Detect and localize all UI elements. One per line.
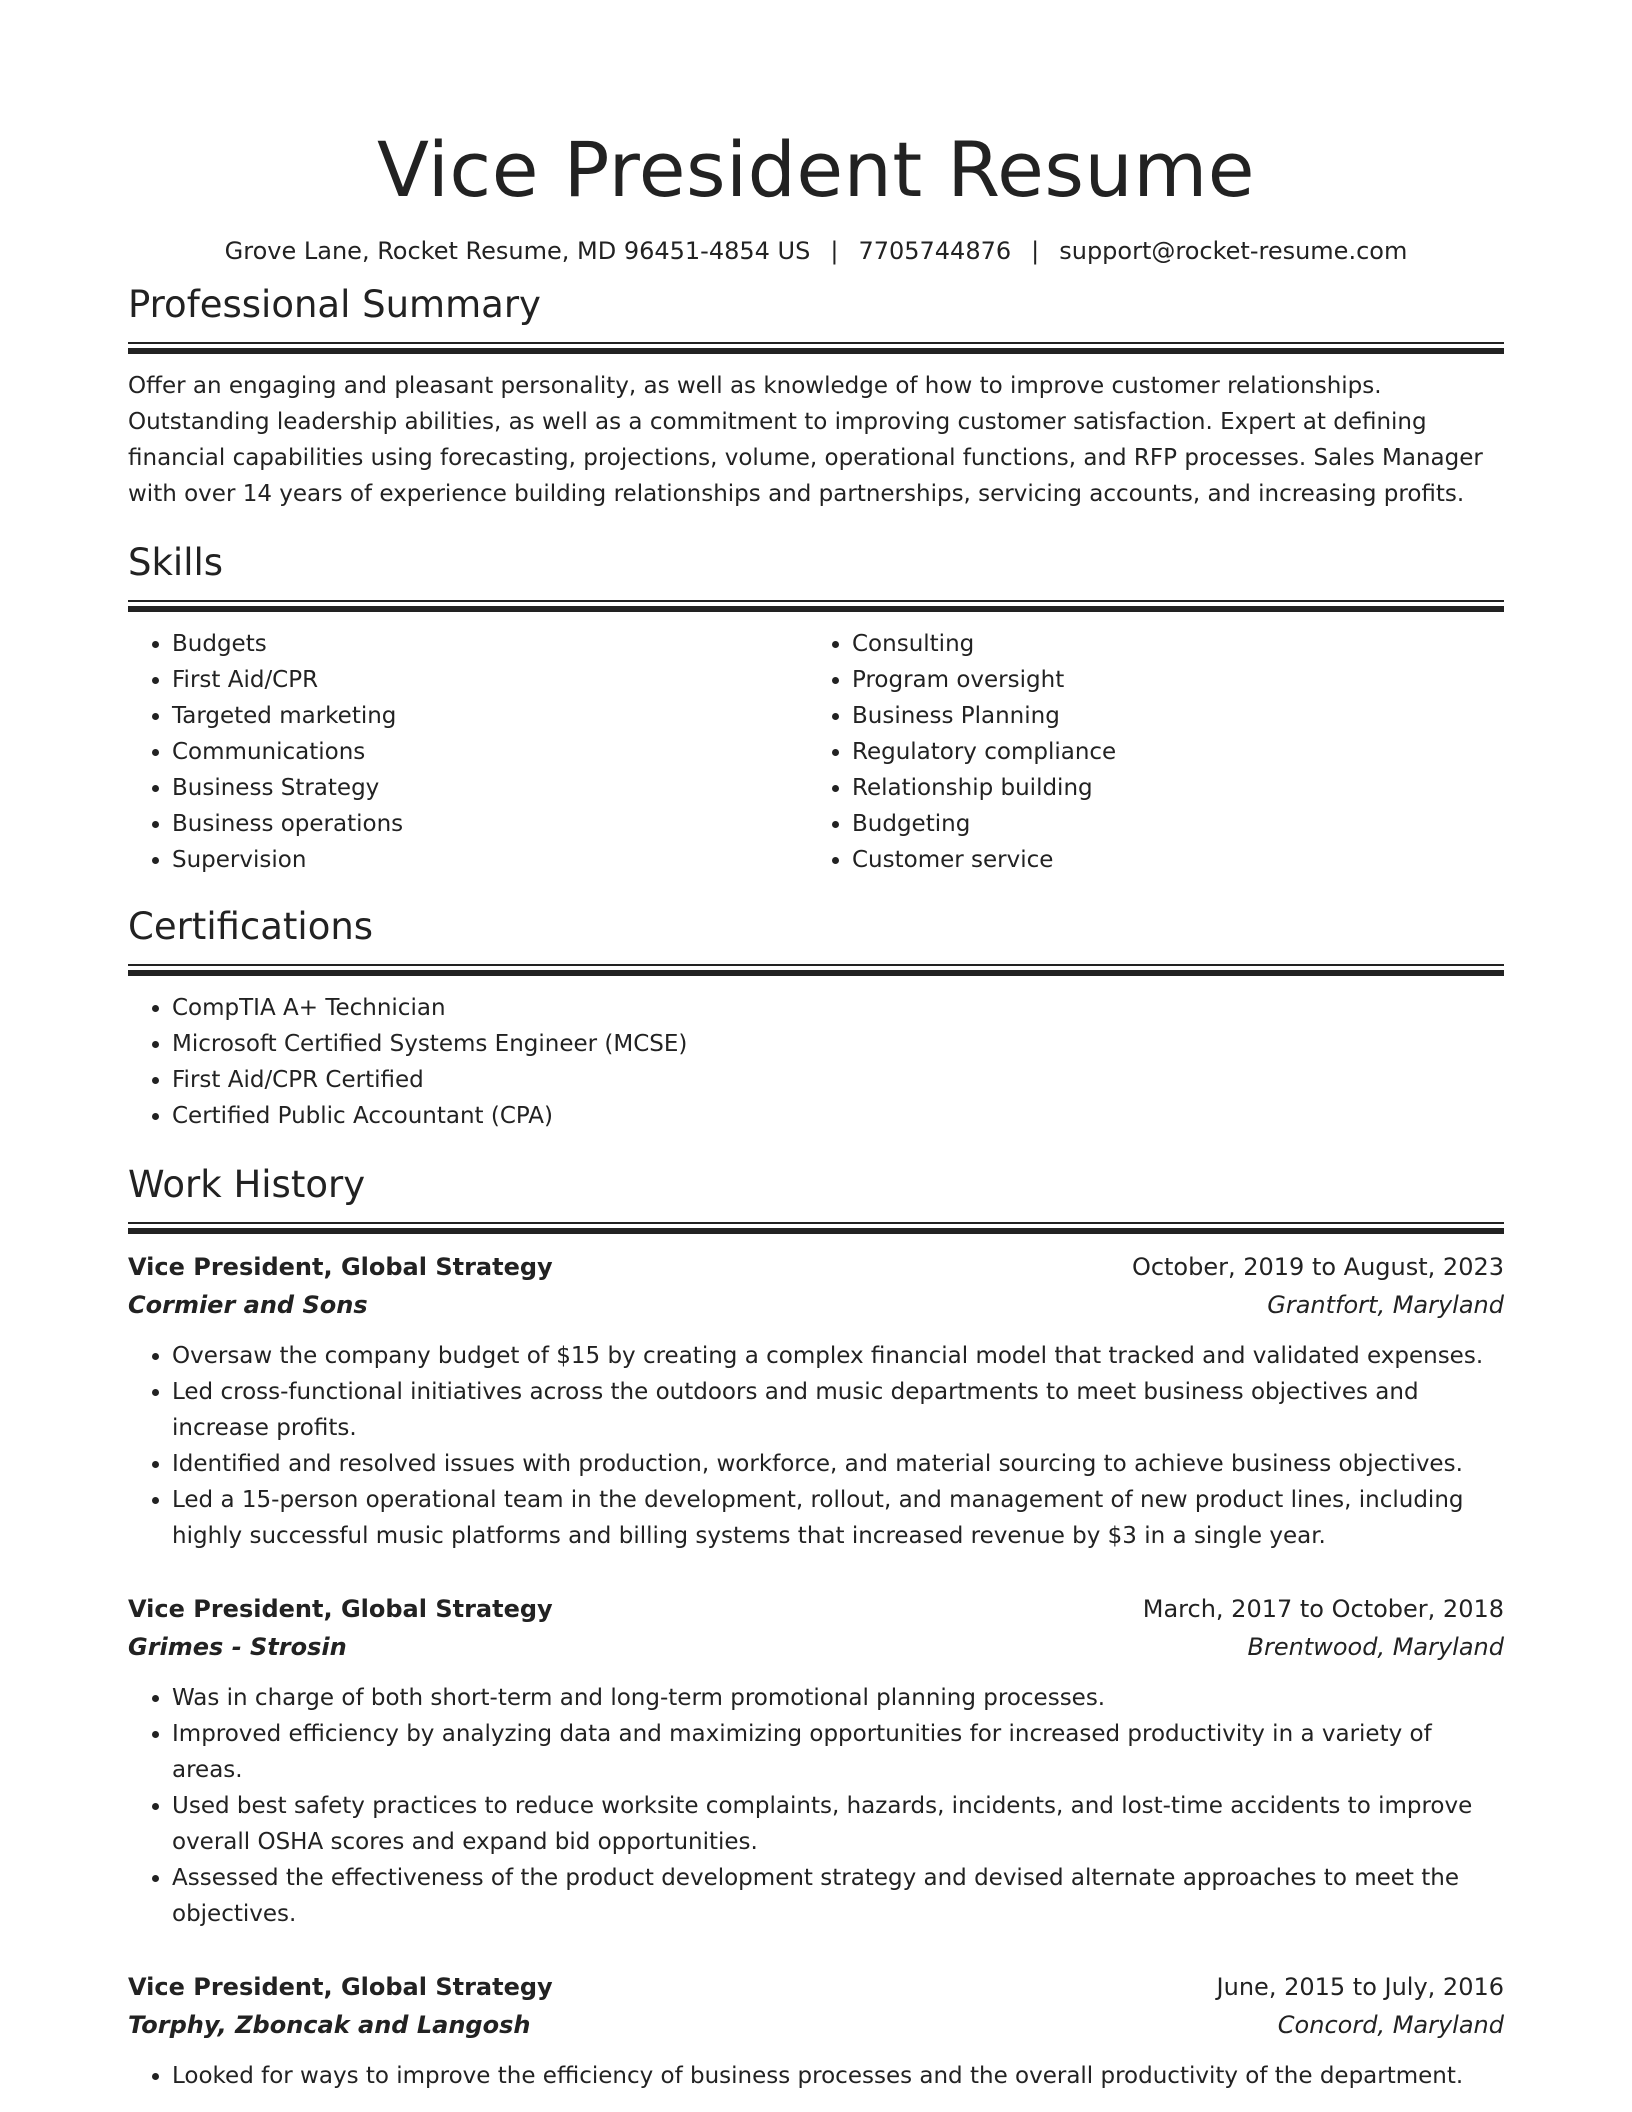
job-title: Vice President, Global Strategy [128,1253,553,1281]
job-bullet: • Assessed the effectiveness of the product development strategy and devised alternate approaches to meet the objectives. [172,1860,1504,1932]
job-company-row [128,2006,1504,2044]
contact-email: support@rocket-resume.com [1059,237,1408,265]
contact-separator: | [1031,237,1040,265]
skill-item: • Business Strategy [172,770,806,806]
job-dates: March, 2017 to October, 2018 [1142,1595,1504,1623]
certification-item: • CompTIA A+ Technician [172,990,1504,1026]
contact-line [128,234,1504,268]
skill-item: • Budgeting [852,806,1486,842]
job-bullets [128,2058,1504,2094]
certifications-section [128,904,1504,1134]
skill-item: • Business operations [172,806,806,842]
certification-item: • Certified Public Accountant (CPA) [172,1098,1504,1134]
job-bullet: • Identified and resolved issues with production, workforce, and material sourcing to achieve business objectives. [172,1446,1504,1482]
resume-title: Vice President Resume [376,125,1255,214]
summary-text: Offer an engaging and pleasant personality, as well as knowledge of how to improve customer relationships. Outstanding leadership abilities, as well as a commitment to improving customer satisfaction. Expert at defining financial capabilities using forecasting, projections, volume, operational functions, and RFP processes. Sales Manager with over 14 years of experience building relationships and partnerships, servicing accounts, and increasing profits. [128,373,1483,507]
section-divider [128,1222,1504,1234]
contact-address: Grove Lane, Rocket Resume, MD 96451-4854 US [224,237,811,265]
skill-item: • First Aid/CPR [172,662,806,698]
skill-item: • Customer service [852,842,1486,878]
job-bullets [128,1338,1504,1554]
job-company: Torphy, Zboncak and Langosh [128,2011,531,2039]
skills-list-right [806,626,1486,878]
job-header-row [128,1590,1504,1628]
job-bullet: • Was in charge of both short-term and long-term promotional planning processes. [172,1680,1504,1716]
certification-item: • First Aid/CPR Certified [172,1062,1504,1098]
skills-section [128,540,1504,878]
job-bullet: • Led a 15-person operational team in the development, rollout, and management of new product lines, including highly successful music platforms and billing systems that increased revenue by $3 in a single year. [172,1482,1504,1554]
skill-item: • Communications [172,734,806,770]
job-bullet: • Improved efficiency by analyzing data and maximizing opportunities for increased productivity in a variety of areas. [172,1716,1504,1788]
job-company: Grimes - Strosin [128,1633,347,1661]
skill-item: • Regulatory compliance [852,734,1486,770]
work-history-section [128,1162,1504,2094]
skills-grid [128,626,1504,878]
skill-item: • Budgets [172,626,806,662]
skill-item: • Supervision [172,842,806,878]
job-bullet: • Looked for ways to improve the efficiency of business processes and the overall productivity of the department. [172,2058,1504,2094]
contact-separator: | [830,237,839,265]
job-company-row [128,1628,1504,1666]
certification-item: • Microsoft Certified Systems Engineer (MCSE) [172,1026,1504,1062]
section-divider [128,964,1504,976]
resume-page [128,0,1504,2094]
job-header-row [128,1968,1504,2006]
section-heading-summary: Professional Summary [128,283,541,326]
skill-item: • Program oversight [852,662,1486,698]
skills-list-left [128,626,806,878]
job-location: Brentwood, Maryland [1247,1633,1504,1661]
job-entry [128,1590,1504,1932]
job-location: Grantfort, Maryland [1267,1291,1504,1319]
job-entry [128,1248,1504,1554]
job-bullet: • Led cross-functional initiatives across the outdoors and music departments to meet business objectives and increase profits. [172,1374,1504,1446]
job-header-row [128,1248,1504,1286]
job-dates: June, 2015 to July, 2016 [1216,1973,1504,2001]
job-title: Vice President, Global Strategy [128,1973,553,2001]
section-divider [128,600,1504,612]
skill-item: • Targeted marketing [172,698,806,734]
skill-item: • Consulting [852,626,1486,662]
job-title: Vice President, Global Strategy [128,1595,553,1623]
job-bullet: • Oversaw the company budget of $15 by creating a complex financial model that tracked and validated expenses. [172,1338,1504,1374]
contact-phone: 7705744876 [858,237,1012,265]
summary-section [128,282,1504,512]
section-divider [128,342,1504,354]
skill-item: • Business Planning [852,698,1486,734]
job-bullets [128,1680,1504,1932]
section-heading-work-history: Work History [128,1163,366,1206]
certifications-list [128,990,1504,1134]
section-heading-certifications: Certifications [128,905,374,948]
job-location: Concord, Maryland [1277,2011,1504,2039]
job-entry [128,1968,1504,2094]
skill-item: • Relationship building [852,770,1486,806]
job-company-row [128,1286,1504,1324]
section-heading-skills: Skills [128,541,224,584]
job-dates: October, 2019 to August, 2023 [1131,1253,1504,1281]
job-company: Cormier and Sons [128,1291,368,1319]
job-bullet: • Used best safety practices to reduce worksite complaints, hazards, incidents, and lost-time accidents to improve overall OSHA scores and expand bid opportunities. [172,1788,1504,1860]
